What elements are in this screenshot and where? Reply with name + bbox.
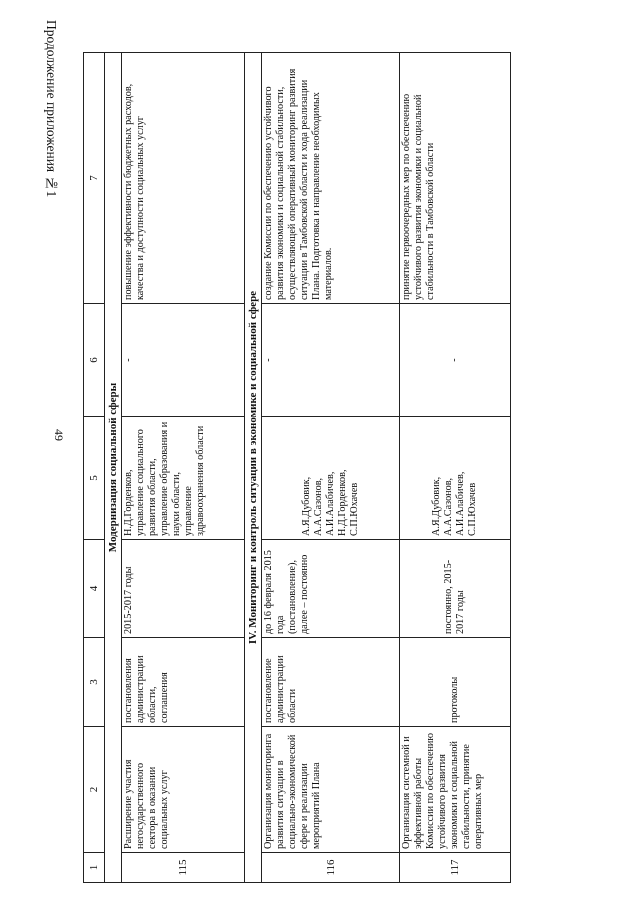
document-type-cell: постановление администрации области: [262, 638, 400, 727]
measure-cell: Организация системной и эффективной работы Комиссии по обеспечению устойчивого развития экономики и социальной стабильности, принятие оперативных мер: [400, 727, 511, 853]
table-row: [262, 53, 400, 883]
responsible-cell: Н.Д.Горденков, управление социального развития области, управление образования и науки области, управление здравоохранения области: [122, 417, 245, 540]
expected-result-cell: повышение эффективности бюджетных расходов, качества и доступности социальных услуг: [122, 53, 245, 304]
row-number: 116: [262, 853, 400, 883]
section-title: IV. Мониторинг и контроль ситуации в экономике и социальной сфере: [245, 53, 262, 883]
funding-cell: -: [122, 304, 245, 417]
expected-result-cell: создание Комиссии по обеспечению устойчивого развития экономики и социальной стабильности, осуществляющей оперативный мониторинг развития ситуации в Тамбовской области и хода реализации Плана. Подготовка и направление необходимых материалов.: [262, 53, 400, 304]
plan-table: [83, 52, 511, 883]
header-col-4: 4: [84, 540, 105, 638]
document-type-cell: постановления администрации области, соглашения: [122, 638, 245, 727]
page-number: 49: [52, 429, 66, 441]
measure-cell: Организация мониторинга развития ситуации в социально-экономической сфере и реализации мероприятий Плана: [262, 727, 400, 853]
table-row: [122, 53, 245, 883]
header-col-2: 2: [84, 727, 105, 853]
funding-cell: -: [400, 304, 511, 417]
measure-cell: Расширение участия негосударственного сектора в оказании социальных услуг: [122, 727, 245, 853]
responsible-cell: А.Я.Дубовик, А.А.Сазонов, А.И.Алабичев, С.П.Юхачев: [400, 417, 511, 540]
section-row: [245, 53, 262, 883]
expected-result-cell: принятие первоочередных мер по обеспечению устойчивого развития экономики и социальной стабильности в Тамбовской области: [400, 53, 511, 304]
row-number: 115: [122, 853, 245, 883]
responsible-cell: А.Я.Дубовик, А.А.Сазонов, А.И.Алабичев, Н.Д.Горденков, С.П.Юхачев: [262, 417, 400, 540]
header-col-5: 5: [84, 417, 105, 540]
header-col-7: 7: [84, 53, 105, 304]
row-number: 117: [400, 853, 511, 883]
section-row: [105, 53, 122, 883]
deadline-cell: постоянно, 2015-2017 годы: [400, 540, 511, 638]
deadline-cell: до 16 февраля 2015 года (постановление), далее – постоянно: [262, 540, 400, 638]
rotated-table-container: [83, 53, 483, 883]
header-col-6: 6: [84, 304, 105, 417]
deadline-cell: 2015-2017 годы: [122, 540, 245, 638]
table-row: [400, 53, 511, 883]
header-row: [84, 53, 105, 883]
header-col-3: 3: [84, 638, 105, 727]
header-col-1: 1: [84, 853, 105, 883]
appendix-continuation-title: Продолжение приложения №1: [44, 20, 59, 198]
section-title: Модернизация социальной сферы: [105, 53, 122, 883]
funding-cell: -: [262, 304, 400, 417]
document-type-cell: протоколы: [400, 638, 511, 727]
